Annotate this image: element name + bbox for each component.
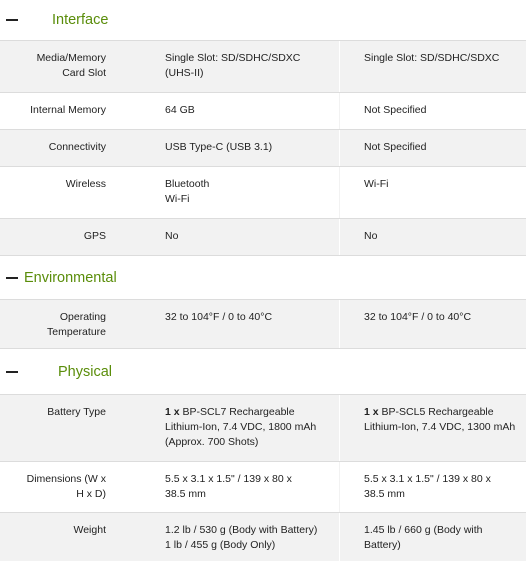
spec-label: Weight (73, 524, 106, 536)
spec-label: Internal Memory (30, 104, 106, 116)
quantity-text: 1 x (364, 406, 379, 418)
spec-value-product-2: Not Specified (364, 104, 427, 116)
section-title: Interface (52, 12, 109, 28)
spec-label: GPS (83, 230, 106, 242)
spec-label: Connectivity (48, 141, 106, 153)
spec-value-product-1: 5.5 x 3.1 x 1.5" / 139 x 80 x 38.5 mm (165, 473, 292, 500)
spec-value-product-1: 64 GB (165, 104, 195, 116)
spec-value-product-1: 1.2 lb / 530 g (Body with Battery) 1 lb / 455 g (Body Only) (165, 524, 318, 551)
collapse-icon[interactable] (6, 371, 18, 373)
spec-value-product-2: 32 to 104°F / 0 to 40°C (364, 311, 472, 323)
section-title: Physical (58, 364, 112, 380)
spec-value-product-2: No (364, 230, 378, 242)
spec-value-product-1: 1 x BP-SCL7 Rechargeable Lithium-Ion, 7.4 VDC, 1800 mAh (Approx. 700 Shots) (165, 406, 317, 448)
section-title: Environmental (24, 270, 117, 286)
spec-value-product-1: Single Slot: SD/SDHC/SDXC (UHS-II) (165, 52, 301, 79)
section-header-environmental[interactable] (0, 255, 526, 300)
spec-row-media-slot (0, 40, 526, 93)
collapse-icon[interactable] (6, 277, 18, 279)
section-header-physical[interactable] (0, 348, 526, 395)
spec-value-product-1: No (165, 230, 179, 242)
spec-row-internal-memory (0, 92, 526, 130)
spec-label: Operating Temperature (47, 311, 106, 338)
spec-label: Dimensions (W x H x D) (26, 473, 106, 500)
spec-row-gps (0, 218, 526, 256)
spec-value-product-2: 5.5 x 3.1 x 1.5" / 139 x 80 x 38.5 mm (364, 473, 491, 500)
spec-value-product-2: Not Specified (364, 141, 427, 153)
spec-row-battery-type (0, 394, 526, 462)
quantity-text: 1 x (165, 406, 180, 418)
spec-label: Wireless (65, 178, 106, 190)
spec-value-product-2: 1.45 lb / 660 g (Body with Battery) (364, 524, 483, 551)
spec-value-product-1: Bluetooth Wi-Fi (165, 178, 210, 205)
spec-row-weight (0, 512, 526, 561)
spec-label: Media/Memory Card Slot (36, 52, 106, 79)
spec-value-product-2: Wi-Fi (364, 178, 389, 190)
spec-row-wireless (0, 166, 526, 219)
spec-row-operating-temperature (0, 299, 526, 349)
spec-label: Battery Type (47, 406, 106, 418)
spec-value-product-1: 32 to 104°F / 0 to 40°C (165, 311, 273, 323)
spec-value-product-2: 1 x BP-SCL5 Rechargeable Lithium-Ion, 7.4 VDC, 1300 mAh (364, 406, 516, 433)
spec-value-product-2: Single Slot: SD/SDHC/SDXC (364, 52, 500, 64)
collapse-icon[interactable] (6, 19, 18, 21)
spec-value-product-1: USB Type-C (USB 3.1) (165, 141, 273, 153)
spec-row-dimensions (0, 461, 526, 513)
section-header-interface[interactable] (0, 0, 526, 40)
spec-row-connectivity (0, 129, 526, 167)
